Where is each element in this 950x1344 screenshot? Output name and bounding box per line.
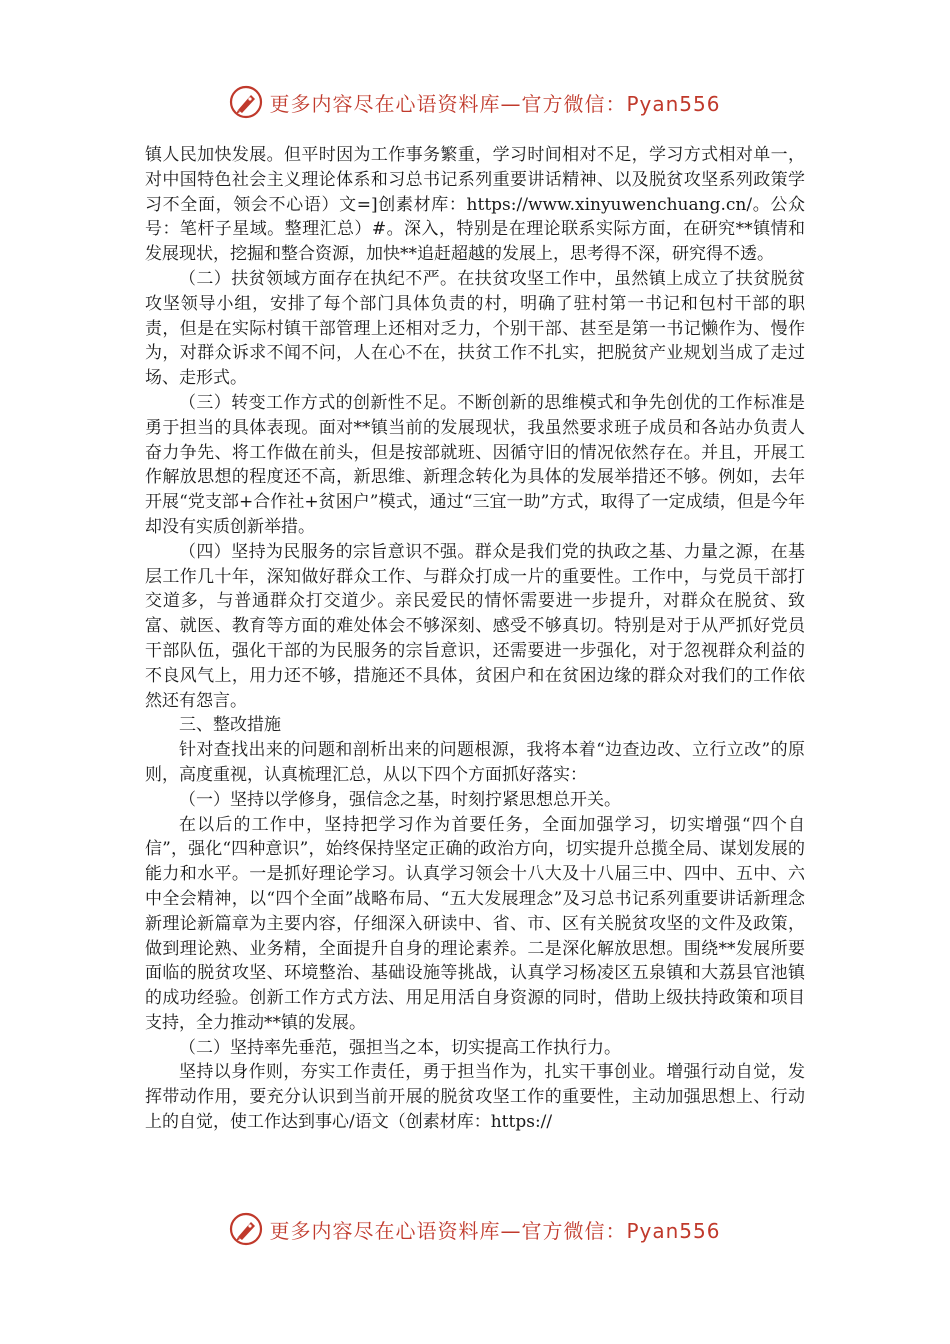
paragraph: （三）转变工作方式的创新性不足。不断创新的思维模式和争先创优的工作标准是勇于担当的具体表现。面对**镇当前的发展现状，我虽然要求班子成员和各站办负责人奋力争先、将工作做在前头，但是按部就班、因循守旧的情况依然存在。并且，开展工作解放思想的程度还不高，新思维、新理念转化为具体的发展举措还不够。例如，去年开展“党支部+合作社+贫困户”模式，通过“三宜一助”方式，取得了一定成绩，但是今年却没有实质创新举措。 [145, 392, 805, 537]
header-banner [0, 82, 950, 122]
subsection-heading: （一）坚持以学修身，强信念之基，时刻拧紧思想总开关。 [179, 789, 621, 810]
pen-nib-logo-icon [229, 85, 263, 119]
section-heading: 三、整改措施 [179, 715, 281, 736]
paragraph: 针对查找出来的问题和剖析出来的问题根源，我将本着“边查边改、立行立改”的原则，高度重视，认真梳理汇总，从以下四个方面抓好落实： [145, 740, 805, 785]
paragraph: 镇人民加快发展。但平时因为工作事务繁重，学习时间相对不足，学习方式相对单一，对中国特色社会主义理论体系和习总书记系列重要讲话精神、以及脱贫攻坚系列政策学习不全面，领会不心语）文=]创素材库：https://www.xinyuwenchuang.cn/。公众号：笔杆子星域。整理汇总）#。深入，特别是在理论联系实际方面，在研究**镇情和发展现状，挖掘和整合资源，加快**追赶超越的发展上，思考得不深，研究得不透。 [145, 145, 805, 265]
paragraph: 在以后的工作中，坚持把学习作为首要任务，全面加强学习，切实增强“四个自信”，强化“四种意识”，始终保持坚定正确的政治方向，切实提升总揽全局、谋划发展的能力和水平。一是抓好理论学习。认真学习领会十八大及十八届三中、四中、五中、六中全会精神，以“四个全面”战略布局、“五大发展理念”及习总书记系列重要讲话新理念新理论新篇章为主要内容，仔细深入研读中、省、市、区有关脱贫攻坚的文件及政策，做到理论熟、业务精，全面提升自身的理论素养。二是深化解放思想。围绕**发展所要面临的脱贫攻坚、环境整治、基础设施等挑战，认真学习杨凌区五泉镇和大荔县官池镇的成功经验。创新工作方式方法、用足用活自身资源的同时，借助上级扶持政策和项目支持，全力推动**镇的发展。 [145, 814, 805, 1033]
banner-text: 更多内容尽在心语资料库—官方微信：Pyan556 [269, 91, 721, 116]
paragraph: （二）扶贫领域方面存在执纪不严。在扶贫攻坚工作中，虽然镇上成立了扶贫脱贫攻坚领导小组，安排了每个部门具体负责的村，明确了驻村第一书记和包村干部的职责，但是在实际村镇干部管理上还相对乏力，个别干部、甚至是第一书记懒作为、慢作为，对群众诉求不闻不问，人在心不在，扶贫工作不扎实，把脱贫产业规划当成了走过场、走形式。 [145, 268, 805, 389]
document-body [145, 143, 805, 1135]
paragraph: （四）坚持为民服务的宗旨意识不强。群众是我们党的执政之基、力量之源，在基层工作几十年，深知做好群众工作、与群众打成一片的重要性。工作中，与党员干部打交道多，与普通群众打交道少。亲民爱民的情怀需要进一步提升，对群众在脱贫、致富、就医、教育等方面的难处体会不够深刻、感受不够真切。特别是对于从严抓好党员干部队伍，强化干部的为民服务的宗旨意识，还需要进一步强化，对于忽视群众利益的不良风气上，用力还不够，措施还不具体，贫困户和在贫困边缘的群众对我们的工作依然还有怨言。 [145, 541, 805, 711]
footer-banner [0, 1209, 950, 1249]
pen-nib-logo-icon [229, 1212, 263, 1246]
subsection-heading: （二）坚持率先垂范，强担当之本，切实提高工作执行力。 [179, 1037, 621, 1058]
paragraph: 坚持以身作则，夯实工作责任，勇于担当作为，扎实干事创业。增强行动自觉，发挥带动作用，要充分认识到当前开展的脱贫攻坚工作的重要性，主动加强思想上、行动上的自觉，使工作达到事心/语文（创素材库：https:// [145, 1062, 805, 1133]
banner-text: 更多内容尽在心语资料库—官方微信：Pyan556 [269, 1218, 721, 1243]
